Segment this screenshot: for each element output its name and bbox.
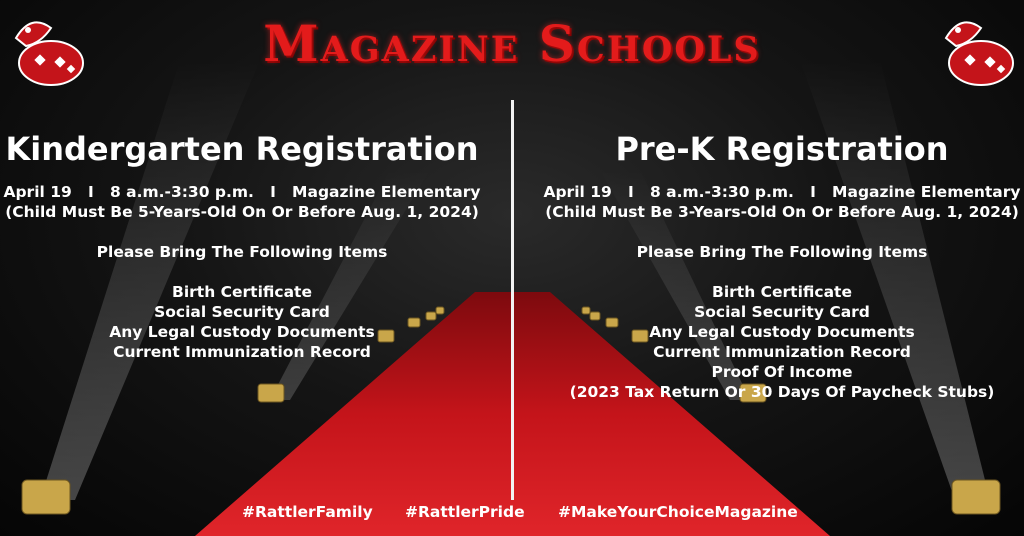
page-title: Magazine Schools: [263, 14, 761, 73]
list-item: Social Security Card: [154, 303, 330, 321]
event-details: April 19 I 8 a.m.-3:30 p.m. I Magazine Elementary: [3, 183, 481, 201]
bring-label: Please Bring The Following Items: [96, 243, 388, 261]
column-divider: [511, 100, 514, 500]
kindergarten-section: [0, 130, 492, 362]
list-item: Birth Certificate: [172, 283, 312, 301]
bring-label: Please Bring The Following Items: [636, 243, 928, 261]
hashtag: #RattlerFamily: [242, 503, 373, 521]
age-note: (Child Must Be 5-Years-Old On Or Before Aug. 1, 2024): [5, 203, 479, 221]
event-details: April 19 I 8 a.m.-3:30 p.m. I Magazine Elementary: [543, 183, 1021, 201]
list-item: Current Immunization Record: [113, 343, 371, 361]
list-item: Social Security Card: [694, 303, 870, 321]
hashtag: #RattlerPride: [405, 503, 525, 521]
list-item: Proof Of Income: [711, 363, 853, 381]
list-item: (2023 Tax Return Or 30 Days Of Paycheck Stubs): [569, 383, 995, 401]
section-heading: Pre-K Registration: [615, 130, 949, 168]
list-item: Any Legal Custody Documents: [649, 323, 915, 341]
list-item: Birth Certificate: [712, 283, 852, 301]
hashtag: #MakeYourChoiceMagazine: [558, 503, 798, 521]
list-item: Any Legal Custody Documents: [109, 323, 375, 341]
prek-section: [532, 130, 1024, 402]
list-item: Current Immunization Record: [653, 343, 911, 361]
age-note: (Child Must Be 3-Years-Old On Or Before Aug. 1, 2024): [545, 203, 1019, 221]
section-heading: Kindergarten Registration: [5, 130, 479, 168]
